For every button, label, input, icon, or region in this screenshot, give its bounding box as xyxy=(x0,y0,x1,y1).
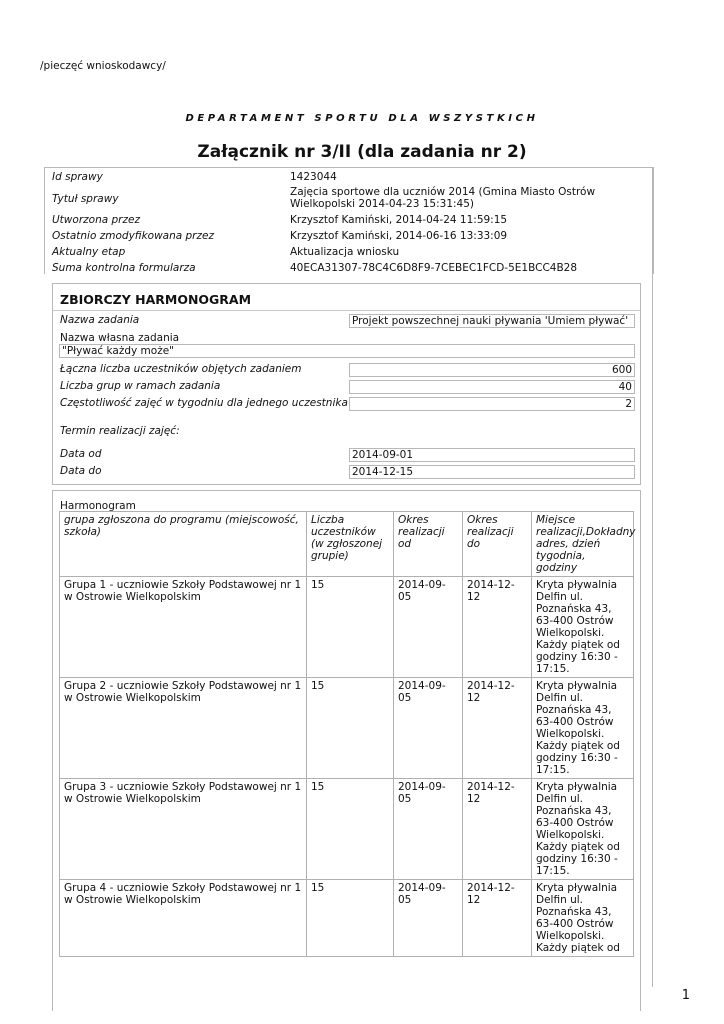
table-row xyxy=(60,779,634,880)
column-header: Liczba uczestników (w zgłoszonej grupie) xyxy=(307,512,394,577)
schedule-section xyxy=(52,490,641,1011)
page-border-right xyxy=(652,167,653,987)
meta-label: Tytuł sprawy xyxy=(52,193,119,205)
page-number: 1 xyxy=(681,988,690,1003)
table-header-row xyxy=(60,512,634,577)
groups-field: 40 xyxy=(349,380,635,394)
place-cell: Kryta pływalnia Delfin ul. Poznańska 43, 63-400 Ostrów Wielkopolski. Każdy piątek od godziny 16:30 - 17:15. xyxy=(532,678,634,779)
schedule-table xyxy=(59,511,634,957)
date-to-label: Data do xyxy=(60,465,102,477)
to-cell: 2014-12-12 xyxy=(463,577,532,678)
table-row xyxy=(60,577,634,678)
summary-section xyxy=(52,283,641,485)
from-cell: 2014-09-05 xyxy=(394,880,463,957)
task-name-field: Projekt powszechnej nauki pływania 'Umiem pływać' xyxy=(349,314,635,328)
participants-field: 600 xyxy=(349,363,635,377)
to-cell: 2014-12-12 xyxy=(463,678,532,779)
column-header: Okres realizacji do xyxy=(463,512,532,577)
own-name-label: Nazwa własna zadania xyxy=(60,332,180,344)
schedule-label: Harmonogram xyxy=(60,500,136,512)
group-cell: Grupa 3 - uczniowie Szkoły Podstawowej nr 1 w Ostrowie Wielkopolskim xyxy=(60,779,307,880)
task-name-label: Nazwa zadania xyxy=(60,314,140,326)
group-cell: Grupa 2 - uczniowie Szkoły Podstawowej nr 1 w Ostrowie Wielkopolskim xyxy=(60,678,307,779)
group-cell: Grupa 4 - uczniowie Szkoły Podstawowej nr 1 w Ostrowie Wielkopolskim xyxy=(60,880,307,957)
department-name: DEPARTAMENT SPORTU DLA WSZYSTKICH xyxy=(185,113,539,124)
meta-value: 40ECA31307-78C4C6D8F9-7CEBEC1FCD-5E1BCC4B28 xyxy=(290,262,578,274)
date-to-field: 2014-12-15 xyxy=(349,465,635,479)
count-cell: 15 xyxy=(307,678,394,779)
column-header: grupa zgłoszona do programu (miejscowość, szkoła) xyxy=(60,512,307,577)
place-cell: Kryta pływalnia Delfin ul. Poznańska 43, 63-400 Ostrów Wielkopolski. Każdy piątek od godziny 16:30 - 17:15. xyxy=(532,577,634,678)
count-cell: 15 xyxy=(307,577,394,678)
groups-label: Liczba grup w ramach zadania xyxy=(60,380,221,392)
table-row xyxy=(60,678,634,779)
date-from-field: 2014-09-01 xyxy=(349,448,635,462)
meta-label: Suma kontrolna formularza xyxy=(52,262,196,274)
stamp-placeholder: /pieczęć wnioskodawcy/ xyxy=(40,60,166,72)
case-metadata xyxy=(44,167,654,274)
frequency-field: 2 xyxy=(349,397,635,411)
meta-value: Aktualizacja wniosku xyxy=(290,246,400,258)
page-title: Załącznik nr 3/II (dla zadania nr 2) xyxy=(197,142,527,162)
participants-label: Łączna liczba uczestników objętych zadaniem xyxy=(60,363,302,375)
divider xyxy=(53,310,640,311)
to-cell: 2014-12-12 xyxy=(463,779,532,880)
meta-label: Ostatnio zmodyfikowana przez xyxy=(52,230,214,242)
count-cell: 15 xyxy=(307,880,394,957)
meta-label: Utworzona przez xyxy=(52,214,140,226)
from-cell: 2014-09-05 xyxy=(394,779,463,880)
term-label: Termin realizacji zajęć: xyxy=(60,425,180,437)
meta-value: Krzysztof Kamiński, 2014-04-24 11:59:15 xyxy=(290,214,508,226)
own-name-field: "Pływać każdy może" xyxy=(59,344,635,358)
count-cell: 15 xyxy=(307,779,394,880)
meta-label: Aktualny etap xyxy=(52,246,126,258)
meta-value: Krzysztof Kamiński, 2014-06-16 13:33:09 xyxy=(290,230,508,242)
summary-heading: ZBIORCZY HARMONOGRAM xyxy=(60,292,252,307)
column-header: Okres realizacji od xyxy=(394,512,463,577)
to-cell: 2014-12-12 xyxy=(463,880,532,957)
column-header: Miejsce realizacji,Dokładny adres, dzień tygodnia, godziny xyxy=(532,512,634,577)
place-cell: Kryta pływalnia Delfin ul. Poznańska 43, 63-400 Ostrów Wielkopolski. Każdy piątek od xyxy=(532,880,634,957)
table-row xyxy=(60,880,634,957)
group-cell: Grupa 1 - uczniowie Szkoły Podstawowej nr 1 w Ostrowie Wielkopolskim xyxy=(60,577,307,678)
date-from-label: Data od xyxy=(60,448,102,460)
frequency-label: Częstotliwość zajęć w tygodniu dla jednego uczestnika xyxy=(60,397,348,409)
from-cell: 2014-09-05 xyxy=(394,678,463,779)
meta-label: Id sprawy xyxy=(52,171,103,183)
place-cell: Kryta pływalnia Delfin ul. Poznańska 43, 63-400 Ostrów Wielkopolski. Każdy piątek od godziny 16:30 - 17:15. xyxy=(532,779,634,880)
meta-value: Zajęcia sportowe dla uczniów 2014 (Gmina Miasto Ostrów Wielkopolski 2014-04-23 15:31:45) xyxy=(290,186,596,210)
from-cell: 2014-09-05 xyxy=(394,577,463,678)
meta-value: 1423044 xyxy=(290,171,337,183)
